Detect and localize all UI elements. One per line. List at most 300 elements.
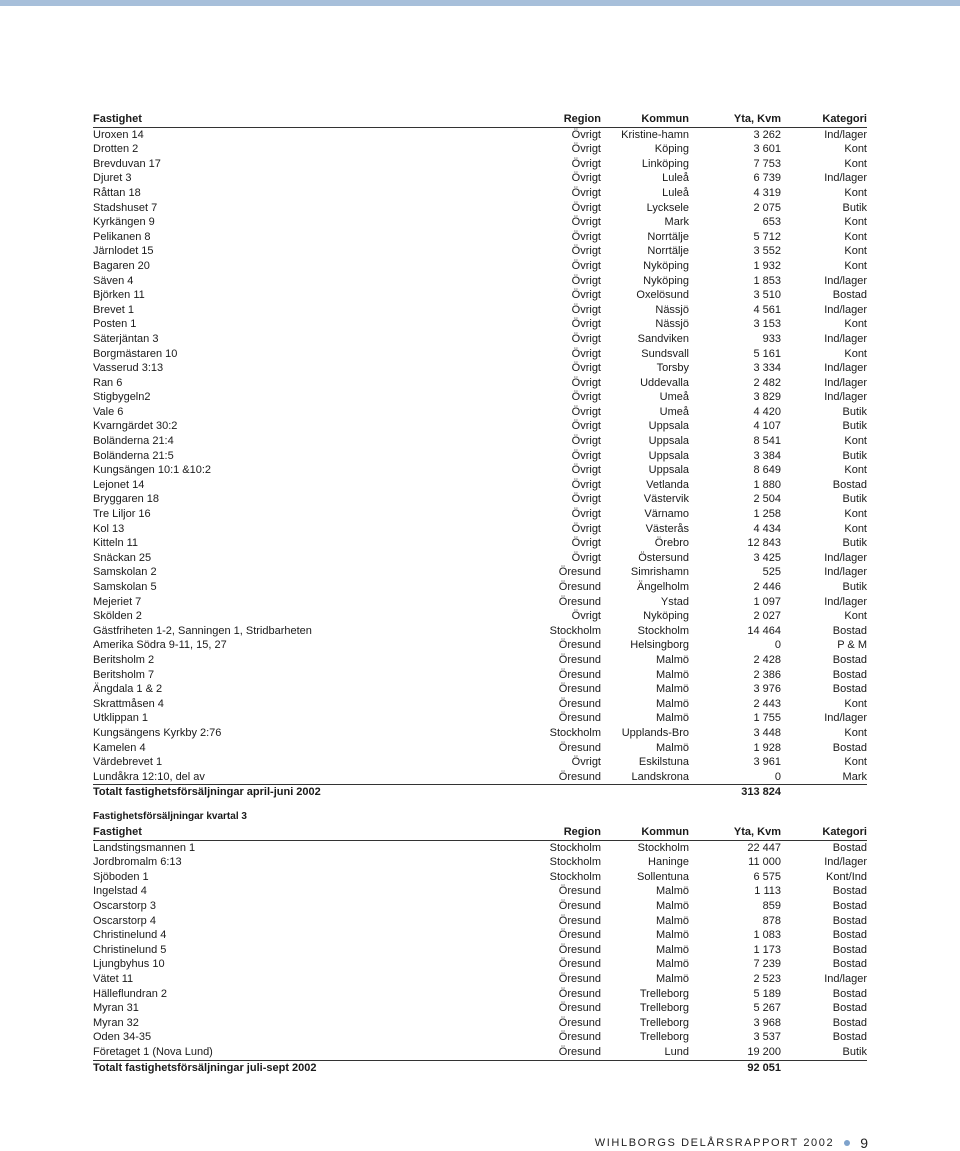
area-cell: 653 [762, 216, 781, 229]
municipality-cell: Malmö [655, 741, 689, 754]
area-cell: 3 829 [753, 391, 781, 404]
property-cell: Vasserud 3:13 [93, 362, 164, 375]
property-cell: Värdebrevet 1 [93, 756, 163, 769]
region-cell: Övrigt [571, 245, 601, 258]
municipality-cell: Helsingborg [630, 639, 689, 652]
property-cell: Djuret 3 [93, 172, 132, 185]
property-cell: Skrattmåsen 4 [93, 697, 164, 710]
top-accent-bar [0, 0, 960, 6]
region-cell: Övrigt [571, 551, 601, 564]
municipality-cell: Upplands-Bro [621, 726, 689, 739]
municipality-cell: Ängelholm [637, 581, 689, 593]
table-row [93, 682, 867, 697]
region-cell: Öresund [558, 566, 601, 579]
municipality-cell: Mark [664, 216, 689, 229]
table-row [93, 244, 867, 259]
table-row [93, 870, 867, 885]
region-cell: Stockholm [549, 726, 601, 739]
property-cell: Kvarngärdet 30:2 [93, 420, 178, 433]
table-row [93, 726, 867, 741]
region-cell: Övrigt [571, 522, 601, 535]
municipality-cell: Lund [664, 1045, 689, 1058]
bullet-dot-icon [844, 1140, 850, 1146]
region-cell: Övrigt [571, 289, 601, 302]
category-cell: Kont [844, 216, 867, 229]
municipality-cell: Nyköping [643, 259, 689, 272]
region-cell: Övrigt [571, 508, 601, 521]
area-cell: 0 [774, 770, 781, 783]
region-cell: Övrigt [571, 464, 601, 477]
region-cell: Övrigt [571, 259, 601, 272]
property-cell: Myran 32 [93, 1016, 139, 1029]
table-row [93, 928, 867, 943]
table-row [93, 855, 867, 870]
region-cell: Övrigt [571, 493, 601, 506]
property-cell: Drotten 2 [93, 143, 139, 156]
area-cell: 2 027 [753, 610, 781, 623]
area-cell: 1 113 [754, 885, 781, 898]
table-row [93, 522, 867, 537]
area-cell: 14 464 [747, 624, 781, 637]
table-row [93, 609, 867, 624]
category-cell: Ind/lager [824, 595, 867, 608]
municipality-cell: Nässjö [655, 303, 689, 316]
municipality-cell: Luleå [662, 172, 689, 185]
region-cell: Övrigt [571, 756, 601, 769]
region-cell: Övrigt [571, 230, 601, 243]
column-header: Fastighet [93, 113, 142, 125]
area-cell: 1 755 [753, 712, 781, 725]
area-cell: 3 968 [753, 1016, 781, 1029]
table-row [93, 347, 867, 362]
table-row [93, 215, 867, 230]
category-cell: Ind/lager [824, 172, 867, 185]
area-cell: 0 [774, 639, 781, 652]
municipality-cell: Malmö [655, 885, 689, 898]
category-cell: Bostad [832, 668, 867, 681]
area-cell: 1 258 [753, 508, 781, 521]
area-cell: 5 712 [753, 230, 781, 243]
property-cell: Ängdala 1 & 2 [93, 683, 163, 696]
property-cell: Skölden 2 [93, 610, 142, 623]
category-cell: Bostad [832, 914, 867, 927]
category-cell: Bostad [832, 885, 867, 898]
region-cell: Öresund [558, 595, 601, 608]
area-cell: 8 541 [753, 435, 781, 448]
category-cell: Kont [844, 435, 867, 448]
region-cell: Öresund [558, 943, 601, 956]
region-cell: Övrigt [571, 537, 601, 550]
area-cell: 12 843 [747, 537, 781, 550]
property-cell: Jordbromalm 6:13 [93, 856, 182, 869]
property-cell: Mejeriet 7 [93, 595, 142, 608]
property-cell: Oscarstorp 3 [93, 899, 156, 912]
area-cell: 4 434 [753, 522, 781, 535]
region-cell: Öresund [558, 697, 601, 710]
region-cell: Övrigt [571, 186, 601, 199]
municipality-cell: Östersund [638, 551, 689, 564]
category-cell: Kont [844, 157, 867, 170]
municipality-cell: Nässjö [655, 318, 689, 331]
total-row [93, 1060, 867, 1075]
property-cell: Landstingsmannen 1 [93, 841, 196, 854]
area-cell: 1 083 [753, 929, 781, 942]
property-cell: Snäckan 25 [93, 551, 152, 564]
total-value: 313 824 [741, 786, 781, 799]
area-cell: 1 173 [753, 943, 781, 956]
area-cell: 4 319 [753, 186, 781, 199]
area-cell: 2 386 [753, 668, 781, 681]
municipality-cell: Värnamo [644, 508, 689, 521]
municipality-cell: Umeå [659, 391, 689, 404]
region-cell: Stockholm [549, 624, 601, 637]
property-cell: Myran 31 [93, 1002, 139, 1015]
category-cell: Ind/lager [824, 332, 867, 345]
table-row [93, 127, 867, 142]
table-row [93, 332, 867, 347]
category-cell: Ind/lager [824, 972, 867, 985]
area-cell: 3 334 [753, 362, 781, 375]
municipality-cell: Torsby [656, 362, 689, 375]
property-cell: Säven 4 [93, 274, 134, 287]
region-cell: Öresund [558, 899, 601, 912]
category-cell: Bostad [832, 478, 867, 491]
table-row [93, 899, 867, 914]
table-row [93, 507, 867, 522]
table-row [93, 361, 867, 376]
property-cell: Kol 13 [93, 522, 125, 535]
region-cell: Övrigt [571, 362, 601, 375]
property-cell: Kyrkängen 9 [93, 216, 155, 229]
category-cell: Kont [844, 259, 867, 272]
table-row [93, 668, 867, 683]
municipality-cell: Uppsala [648, 420, 689, 433]
total-label: Totalt fastighetsförsäljningar april-juni 2002 [93, 786, 321, 799]
category-cell: Mark [842, 770, 867, 783]
region-cell: Öresund [558, 668, 601, 681]
region-cell: Stockholm [549, 841, 601, 854]
table-row [93, 317, 867, 332]
municipality-cell: Malmö [655, 683, 689, 696]
table-row [93, 259, 867, 274]
region-cell: Öresund [558, 581, 601, 593]
category-cell: Ind/lager [824, 566, 867, 579]
region-cell: Öresund [558, 885, 601, 898]
region-cell: Övrigt [571, 128, 601, 141]
region-cell: Öresund [558, 639, 601, 652]
property-cell: Kitteln 11 [93, 537, 139, 550]
area-cell: 2 446 [753, 581, 781, 593]
table-row [93, 419, 867, 434]
page-footer [595, 1135, 868, 1151]
sales-table-q2 [93, 112, 867, 800]
category-cell: Ind/lager [824, 391, 867, 404]
area-cell: 3 384 [753, 449, 781, 462]
municipality-cell: Trelleborg [639, 1002, 689, 1015]
table-row [93, 390, 867, 405]
table-header-row [93, 825, 867, 840]
table-row [93, 624, 867, 639]
category-cell: Ind/lager [824, 551, 867, 564]
municipality-cell: Haninge [648, 856, 689, 869]
property-cell: Amerika Södra 9-11, 15, 27 [93, 639, 227, 652]
table-row [93, 434, 867, 449]
region-cell: Öresund [558, 972, 601, 985]
category-cell: Butik [842, 493, 867, 506]
table-row [93, 1016, 867, 1031]
report-name: WIHLBORGS DELÅRSRAPPORT 2002 [594, 1137, 835, 1149]
category-cell: Kont [844, 230, 867, 243]
region-cell: Övrigt [571, 318, 601, 331]
municipality-cell: Simrishamn [630, 566, 689, 579]
region-cell: Övrigt [571, 449, 601, 462]
table-row [93, 1030, 867, 1045]
region-cell: Övrigt [571, 478, 601, 491]
property-cell: Björken 11 [93, 289, 145, 302]
municipality-cell: Malmö [655, 943, 689, 956]
property-cell: Sjöboden 1 [93, 870, 149, 883]
column-header: Fastighet [93, 826, 142, 838]
table-row [93, 157, 867, 172]
region-cell: Övrigt [571, 157, 601, 170]
area-cell: 3 537 [753, 1031, 781, 1044]
category-cell: Kont [844, 756, 867, 769]
region-cell: Övrigt [571, 347, 601, 360]
municipality-cell: Malmö [655, 914, 689, 927]
category-cell: Kont/Ind [826, 870, 867, 883]
property-cell: Stadshuset 7 [93, 201, 158, 214]
table-row [93, 478, 867, 493]
municipality-cell: Kristine-hamn [621, 128, 689, 141]
area-cell: 3 448 [753, 726, 781, 739]
area-cell: 3 425 [753, 551, 781, 564]
category-cell: Kont [844, 697, 867, 710]
table-row [93, 580, 867, 595]
total-empty-cell [781, 1060, 867, 1075]
municipality-cell: Uppsala [648, 464, 689, 477]
region-cell: Övrigt [571, 201, 601, 214]
total-label: Totalt fastighetsförsäljningar juli-sept 2002 [93, 1061, 317, 1074]
table-row [93, 463, 867, 478]
category-cell: Ind/lager [824, 128, 867, 141]
property-cell: Borgmästaren 10 [93, 347, 178, 360]
property-cell: Vätet 11 [93, 972, 134, 985]
area-cell: 2 075 [753, 201, 781, 214]
property-cell: Ljungbyhus 10 [93, 958, 165, 971]
region-cell: Öresund [558, 1045, 601, 1058]
property-cell: Tre Liljor 16 [93, 508, 151, 521]
property-cell: Beritsholm 7 [93, 668, 155, 681]
region-cell: Övrigt [571, 303, 601, 316]
category-cell: Bostad [832, 958, 867, 971]
municipality-cell: Malmö [655, 712, 689, 725]
area-cell: 2 523 [753, 972, 781, 985]
area-cell: 859 [762, 899, 781, 912]
table-row [93, 565, 867, 580]
property-cell: Lundåkra 12:10, del av [93, 770, 205, 783]
table-row [93, 595, 867, 610]
area-cell: 6 575 [753, 870, 781, 883]
category-cell: Bostad [832, 987, 867, 1000]
category-cell: Kont [844, 522, 867, 535]
region-cell: Öresund [558, 1016, 601, 1029]
category-cell: Butik [842, 1045, 867, 1058]
area-cell: 2 504 [753, 493, 781, 506]
table-row [93, 697, 867, 712]
municipality-cell: Malmö [655, 697, 689, 710]
municipality-cell: Landskrona [631, 770, 689, 783]
page-number: 9 [860, 1135, 868, 1151]
table-row [93, 987, 867, 1002]
category-cell: Bostad [832, 653, 867, 666]
region-cell: Övrigt [571, 332, 601, 345]
area-cell: 1 097 [753, 595, 781, 608]
table-row [93, 1001, 867, 1016]
property-cell: Christinelund 4 [93, 929, 167, 942]
table-row [93, 1045, 867, 1060]
category-cell: Butik [842, 449, 867, 462]
category-cell: Bostad [832, 624, 867, 637]
municipality-cell: Sandviken [637, 332, 689, 345]
area-cell: 5 267 [753, 1002, 781, 1015]
property-cell: Järnlodet 15 [93, 245, 154, 258]
area-cell: 1 880 [753, 478, 781, 491]
region-cell: Stockholm [549, 856, 601, 869]
category-cell: Kont [844, 143, 867, 156]
table-row [93, 770, 867, 785]
category-cell: Kont [844, 318, 867, 331]
property-cell: Beritsholm 2 [93, 653, 155, 666]
municipality-cell: Vetlanda [646, 478, 689, 491]
property-cell: Christinelund 5 [93, 943, 167, 956]
region-cell: Övrigt [571, 216, 601, 229]
region-cell: Öresund [558, 929, 601, 942]
area-cell: 4 561 [753, 303, 781, 316]
municipality-cell: Sollentuna [637, 870, 689, 883]
category-cell: Ind/lager [824, 712, 867, 725]
column-header: Kommun [641, 113, 689, 125]
region-cell: Övrigt [571, 405, 601, 418]
column-header: Region [563, 113, 601, 125]
column-header: Kommun [641, 826, 689, 838]
area-cell: 11 000 [748, 856, 781, 869]
region-cell: Öresund [558, 987, 601, 1000]
table-row [93, 171, 867, 186]
property-cell: Brevduvan 17 [93, 157, 161, 170]
total-value: 92 051 [747, 1061, 781, 1074]
municipality-cell: Västerås [645, 522, 689, 535]
area-cell: 2 443 [753, 697, 781, 710]
table-row [93, 201, 867, 216]
category-cell: Ind/lager [824, 856, 867, 869]
area-cell: 3 976 [753, 683, 781, 696]
category-cell: Bostad [832, 841, 867, 854]
table-header-row [93, 112, 867, 127]
region-cell: Öresund [558, 741, 601, 754]
property-cell: Säterjäntan 3 [93, 332, 159, 345]
area-cell: 3 552 [753, 245, 781, 258]
region-cell: Öresund [558, 958, 601, 971]
category-cell: Ind/lager [824, 274, 867, 287]
property-cell: Oscarstorp 4 [93, 914, 156, 927]
municipality-cell: Uddevalla [640, 376, 689, 389]
property-cell: Brevet 1 [93, 303, 134, 316]
area-cell: 3 153 [753, 318, 781, 331]
category-cell: Butik [842, 581, 867, 593]
area-cell: 1 853 [753, 274, 781, 287]
table-row [93, 186, 867, 201]
table-row [93, 884, 867, 899]
property-cell: Ingelstad 4 [93, 885, 147, 898]
area-cell: 525 [762, 566, 781, 579]
region-cell: Övrigt [571, 420, 601, 433]
category-cell: Butik [842, 537, 867, 550]
region-cell: Stockholm [549, 870, 601, 883]
area-cell: 5 161 [753, 347, 781, 360]
property-cell: Bryggaren 18 [93, 493, 160, 506]
municipality-cell: Uppsala [648, 435, 689, 448]
category-cell: Ind/lager [824, 376, 867, 389]
category-cell: Bostad [832, 1002, 867, 1015]
municipality-cell: Norrtälje [647, 245, 689, 258]
section-title-q3: Fastighetsförsäljningar kvartal 3 [93, 811, 247, 822]
table-row [93, 492, 867, 507]
area-cell: 2 482 [753, 376, 781, 389]
region-cell: Öresund [558, 1031, 601, 1044]
table-row [93, 914, 867, 929]
region-cell: Öresund [558, 770, 601, 783]
column-header: Yta, Kvm [733, 113, 781, 125]
region-cell: Övrigt [571, 376, 601, 389]
municipality-cell: Linköping [641, 157, 689, 170]
municipality-cell: Stockholm [637, 624, 689, 637]
category-cell: Ind/lager [824, 303, 867, 316]
total-row [93, 785, 867, 800]
category-cell: Kont [844, 508, 867, 521]
category-cell: Kont [844, 726, 867, 739]
table-row [93, 840, 867, 855]
property-cell: Hälleflundran 2 [93, 987, 167, 1000]
property-cell: Kungsängens Kyrkby 2:76 [93, 726, 222, 739]
category-cell: Bostad [832, 1031, 867, 1044]
region-cell: Öresund [558, 914, 601, 927]
municipality-cell: Malmö [655, 653, 689, 666]
region-cell: Öresund [558, 653, 601, 666]
area-cell: 6 739 [753, 172, 781, 185]
table-row [93, 449, 867, 464]
table-row [93, 230, 867, 245]
category-cell: Bostad [832, 943, 867, 956]
area-cell: 3 262 [753, 128, 781, 141]
property-cell: Bagaren 20 [93, 259, 150, 272]
category-cell: Kont [844, 347, 867, 360]
table-row [93, 551, 867, 566]
category-cell: Butik [842, 201, 867, 214]
property-cell: Råttan 18 [93, 186, 141, 199]
region-cell: Övrigt [571, 435, 601, 448]
property-cell: Oden 34-35 [93, 1031, 152, 1044]
area-cell: 22 447 [747, 841, 781, 854]
municipality-cell: Malmö [655, 972, 689, 985]
total-empty-cell [781, 785, 867, 800]
table-row [93, 638, 867, 653]
table-row [93, 303, 867, 318]
municipality-cell: Trelleborg [639, 987, 689, 1000]
table-row [93, 142, 867, 157]
category-cell: Ind/lager [824, 362, 867, 375]
column-header: Region [563, 826, 601, 838]
municipality-cell: Malmö [655, 899, 689, 912]
